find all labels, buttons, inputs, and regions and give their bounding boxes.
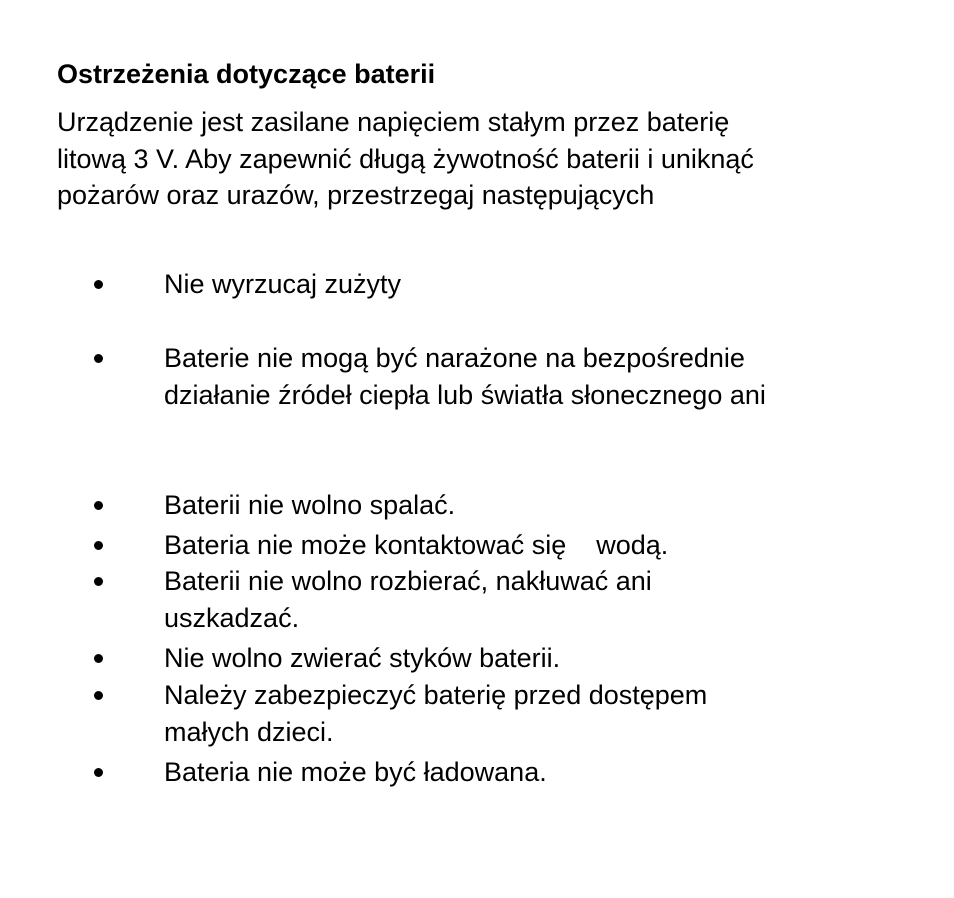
- bullet-line: Baterie nie mogą być narażone na bezpośrednie: [164, 343, 745, 373]
- bullet-text: [164, 340, 924, 413]
- bullet-dot-icon: [90, 640, 106, 677]
- bullet-line: działanie źródeł ciepła lub światła słonecznego ani: [164, 379, 766, 410]
- bullet-line: Bateria nie może być ładowana.: [164, 757, 547, 787]
- bullet-dot-icon: [90, 266, 106, 303]
- bullet-line: Należy zabezpieczyć baterię przed dostępem: [164, 680, 708, 710]
- bullet-dot-icon: [90, 527, 106, 564]
- bullet-text: [164, 266, 924, 303]
- intro-line: pożarów oraz urazów, przestrzegaj następujących: [57, 180, 655, 210]
- bullet-line: uszkadzać.: [164, 602, 300, 633]
- bullet-text: [164, 677, 924, 750]
- bullet-dot-icon: [90, 340, 106, 377]
- bullet-line: Baterii nie wolno spalać.: [164, 490, 456, 520]
- bullet-text: [164, 754, 924, 791]
- bullet-line: małych dzieci.: [164, 716, 334, 747]
- bullet-dot-icon: [90, 487, 106, 524]
- bullet-line: Nie wyrzucaj zużyty: [164, 269, 402, 299]
- intro-paragraph: [57, 104, 917, 214]
- bullet-text: [164, 563, 924, 636]
- bullet-dot-icon: [90, 677, 106, 714]
- intro-line: litową 3 V. Aby zapewnić długą żywotność baterii i uniknąć: [57, 143, 754, 174]
- bullet-line: Bateria nie może kontaktować się wodą.: [164, 530, 669, 560]
- bullet-text: [164, 640, 924, 677]
- bullet-line: Baterii nie wolno rozbierać, nakłuwać ani: [164, 566, 652, 596]
- intro-line: Urządzenie jest zasilane napięciem stałym przez baterię: [57, 107, 730, 137]
- bullet-dot-icon: [90, 754, 106, 791]
- bullet-text: [164, 487, 924, 524]
- bullet-line: Nie wolno zwierać styków baterii.: [164, 643, 561, 673]
- bullet-text: [164, 527, 924, 564]
- bullet-dot-icon: [90, 563, 106, 600]
- section-heading: Ostrzeżenia dotyczące baterii: [57, 59, 436, 89]
